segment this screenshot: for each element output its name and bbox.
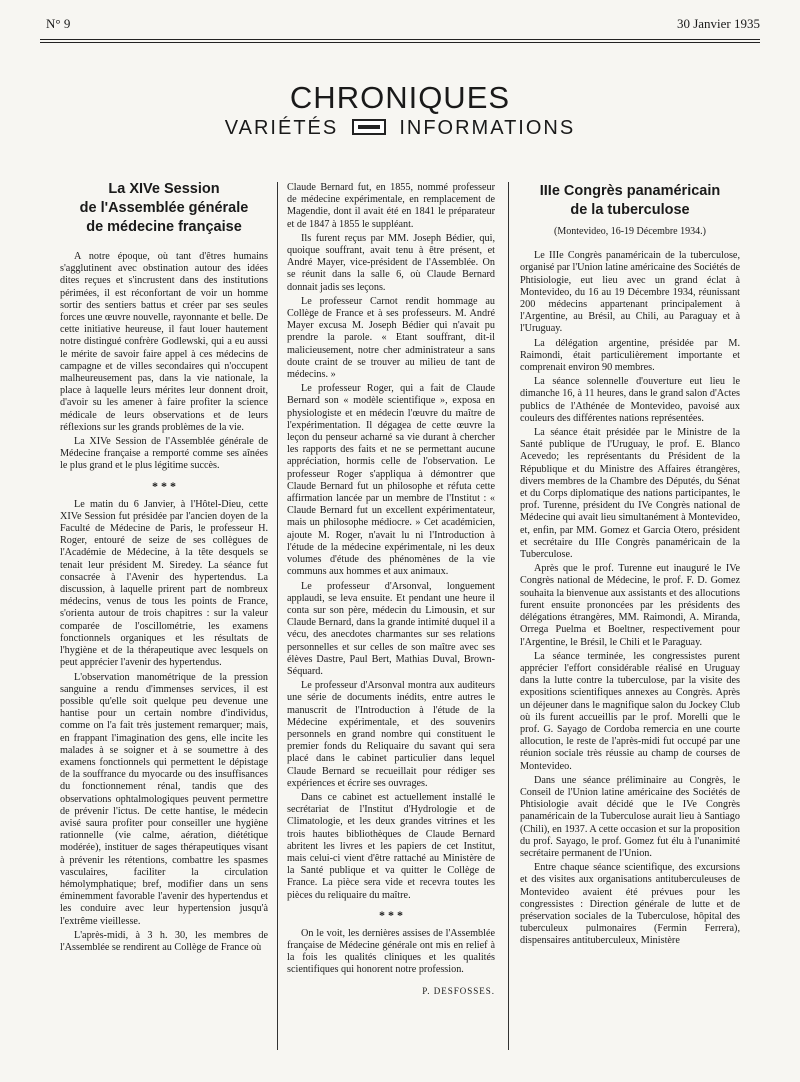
- article2-title: IIIe Congrès panaméricain de la tuberculose: [539, 183, 721, 218]
- paragraph: Claude Bernard fut, en 1855, nommé professeur de médecine expérimentale, en remplacement de Magendie, dont il avait été en 1841 le préparateur et de 1847 à 1855 le suppléant.: [287, 182, 495, 230]
- section-subtitle: [0, 117, 800, 140]
- paragraph: La XIVe Session de l'Assemblée générale de Médecine française a remporté comme ses aînées le plus grand et le plus légitime succès.: [60, 436, 268, 472]
- paragraph: La séance solennelle d'ouverture eut lieu le dimanche 16, à 11 heures, dans le grand salon d'Actes publics de l'Athénée de Montevideo, pavoisé aux couleurs des différentes nations représentées.: [520, 376, 740, 424]
- paragraph: La séance était présidée par le Ministre de la Santé publique de l'Uruguay, le prof. E. Blanco Acevedo; les représentants du Président de la République et du Ministre des Affaires étrangères, divers membres de la Chambre des Députés, du Sénat et du Corps diplomatique des nations participantes, le prof. Turenne, président du IVe Congrès national de Médecine qui avait lieu simultanément à Montevideo, et, enfin, par MM. Gomez et Garcia Otero, président et secrétaire du IIIe Congrès panaméricain de la Tuberculose.: [520, 427, 740, 561]
- paragraph: Entre chaque séance scientifique, des excursions et des visites aux organisations antituberculeuses de Montevideo avaient été prévues pour les congressistes : Direction générale de lutte et de préservation sociales de la Tuberculose, hôpital des tuberculeux pulmonaires (Fermin Ferrera), dispensaires antituberculeux, Ministère: [520, 862, 740, 947]
- paragraph: Le matin du 6 Janvier, à l'Hôtel-Dieu, cette XIVe Session fut présidée par l'ancien doyen de la Faculté de Médecine de Paris, le professeur H. Roger, entouré de seize de ses collègues de l'Académie de Médecine, à la tête desquels se tenait leur président M. Siredey. La séance fut consacrée à l'Avenir des hypertendus. La discussion, à laquelle prirent part de nombreux médecins, venus de tous les points de France, s'orienta autour de trois chapitres : sur la valeur comparée de l'oscillométrie, les examens fonctionnels organiques et les résultats de l'hygiène et de la thérapeutique avec lesquels on peut apprécier l'avenir des hypertendus.: [60, 498, 268, 669]
- paragraph: Le professeur Roger, qui a fait de Claude Bernard son « modèle scientifique », exposa en physiologiste et en médecin l'œuvre du maître de l'expérimentation. Il dégagea de cette œuvre la leçon du penseur acharné sa vie durant à chercher les rapports des faits et ne se permettant aucune appréciation, hormis celle de l'observation. Le professeur Roger s'appliqua à démontrer que Claude Bernard fut un philosophe et réfuta cette affirmation lancée par un membre de l'Institut : « Claude Bernard fut un excellent expérimentateur, mais un philosophe médiocre. » Cet académicien, ajoute M. Roger, n'avait lu ni l'Introduction à l'étude de la médecine expérimentale, ni les deux volumes d'étude des phénomènes de la vie communs aux hommes et aux animaux.: [287, 383, 495, 578]
- ornament-icon: [352, 119, 386, 135]
- column-1: [60, 180, 268, 956]
- column-divider-2: [508, 182, 509, 1050]
- paragraph: La séance terminée, les congressistes purent apprécier l'effort considérable réalisé en Uruguay dans la lutte contre la tuberculose, par la visite des expositions scientifiques annexes au Congrès. Après un déjeuner dans le magnifique salon du Jockey Club où ils furent accueillis par le prof. Morelli que le prof. G. Sayago de Cordoba remercia en une courte allocution, le reste de l'après-midi fut occupé par une réunion sociale très réussie au champ de courses de Montevideo.: [520, 650, 740, 772]
- issue-number: N° 9: [46, 16, 71, 31]
- paragraph: A notre époque, où tant d'êtres humains s'agglutinent avec obstination autour des idées dites reçues et s'incrustent dans des institutions périmées, il est réconfortant de voir un homme sortir des sentiers battus et créer par ses seules forces une œuvre nouvelle, rayonnante et belle. De cette initiative heureuse, il faut louer hautement notre distingué confrère Godlewski, qui a eu aussi le mérite de savoir faire appel à ces médecins de campagne et de villes secondaires qui n'occupent malheureusement pas, dans la vie nationale, la place à laquelle leurs mérites leur donnent droit, d'avoir su les amener à faire profiter la science médicale de leurs observations et de leurs réflexions sur les grands problèmes de la vie.: [60, 251, 268, 433]
- paragraph: Ils furent reçus par MM. Joseph Bédier, qui, quoique souffrant, avait tenu à être présent, et André Mayer, vice-président de l'Assemblée. On se réunit dans la salle 6, où Claude Bernard donnait jadis ses leçons.: [287, 232, 495, 293]
- paragraph: Le professeur Carnot rendit hommage au Collège de France et à ses professeurs. M. André Mayer excusa M. Joseph Bédier qui n'avait pu prendre la parole. « Etant souffrant, dit-il malicieusement, notre cher administrateur a sans doute craint de se trouver au milieu de tant de médecins. »: [287, 295, 495, 381]
- subtitle-left: VARIÉTÉS: [224, 117, 339, 139]
- paragraph: Après que le prof. Turenne eut inauguré le IVe Congrès national de Médecine, le prof. F. D. Gomez souhaita la bienvenue aux assistants et des allocutions furent ensuite prononcées par les présidents des délégations étrangères, MM. Raimondi, A. Miranda, Orrega Puelma et Boeltner, respectivement pour l'Argentine, le Brésil, le Chili et le Paraguay.: [520, 563, 740, 648]
- paragraph: Dans une séance préliminaire au Congrès, le Conseil de l'Union latine américaine des Sociétés de Phtisiologie avait décidé que le IVe Congrès panaméricain de la Tuberculose aurait lieu à Santiago (Chili), en 1937. A cette occasion et sur la proposition du prof. Sayago, le prof. Gomez fut élu à l'unanimité secrétaire permanent de l'Union.: [520, 774, 740, 859]
- paragraph: L'observation manométrique de la pression sanguine a rendu d'immenses services, il est possible qu'elle soit quelque peu devenue une hantise pour un certain nombre d'individus, comme on l'a fait très justement remarquer; mais, en frappant l'imagination des gens, elle incite les malades à se soigner et à se soumettre à des examens fonctionnels qui permettent le dépistage de la souffrance du myocarde ou des insuffisances du fonctionnement rénal, tandis que des observations ophtalmologiques peuvent permettre de prévenir l'ictus. De cette hantise, le médecin avisé saura profiter pour conseiller une hygiène rationnelle (vie calme, aération, diététique modérée), instituer de sages thérapeutiques visant à prévenir les rétentions, combattre les spasmes vasculaires, faciliter la circulation hémolymphatique; bref, modifier dans un sens éminemment favorable l'avenir des hypertendus et les conduire avec leur hypertension jusqu'à l'extrême vieillesse.: [60, 671, 268, 927]
- article1-title: La XIVe Session de l'Assemblée générale de médecine française: [79, 181, 249, 235]
- section-stars: * * *: [379, 907, 403, 922]
- paragraph: Dans ce cabinet est actuellement installé le secrétariat de l'Institut d'Hydrologie et de Climatologie, et les deux grandes vitrines et les trois hautes bibliothèques de Claude Bernard abritent les livres et les papiers de cet Institut, mais celui-ci vient d'être rattaché au Ministère de la Santé publique et va quitter le Collège de France. La pièce sera vide et recevra toutes les pièces du reliquaire du maître.: [287, 791, 495, 901]
- paragraph: L'après-midi, à 3 h. 30, les membres de l'Assemblée se rendirent au Collège de France où: [60, 929, 268, 953]
- paragraph: La délégation argentine, présidée par M. Raimondi, était particulièrement importante et comprenait environ 90 membres.: [520, 337, 740, 374]
- column-3: [520, 182, 740, 950]
- signature: P. DESFOSSES.: [422, 985, 495, 996]
- paragraph: Le professeur d'Arsonval, longuement applaudi, se leva ensuite. Et pendant une heure il conta sur son père, médecin du Limousin, et sur Claude Bernard, dans la grande intimité duquel il a vécu, des anecdotes charmantes sur ses relations personnelles et sur celles de son maître avec ses élèves Dastre, Paul Bert, Mathias Duval, Brown-Séquard.: [287, 580, 495, 677]
- article2-subtitle: (Montevideo, 16-19 Décembre 1934.): [554, 226, 706, 237]
- paragraph: Le IIIe Congrès panaméricain de la tuberculose, organisé par l'Union latine américaine des Sociétés de Phtisiologie, eut lieu avec un grand éclat à Montevideo, du 16 au 19 Décembre 1934, réunissant 200 médecins appartenant principalement à l'Argentine, au Brésil, au Chili, au Paraguay et à l'Uruguay.: [520, 250, 740, 335]
- column-divider-1: [277, 182, 278, 1050]
- section-stars: * * *: [152, 478, 176, 493]
- header-rule-thin: [40, 42, 760, 43]
- header-rule: [40, 39, 760, 40]
- subtitle-right: INFORMATIONS: [399, 117, 576, 139]
- column-2: [287, 182, 495, 997]
- issue-date: 30 Janvier 1935: [676, 16, 760, 31]
- paragraph: Le professeur d'Arsonval montra aux auditeurs une série de documents inédits, entre autres le manuscrit de l'Introduction à l'étude de la Médecine expérimentale, et des souvenirs personnels en grand nombre qui constituent le premier fonds du Reliquaire du savant qui sera placé dans le cabinet particulier dans lequel Claude Bernard se recueillait pour rédiger ses expériences et écrire ses ouvrages.: [287, 680, 495, 789]
- section-title: CHRONIQUES: [289, 80, 511, 115]
- paragraph: On le voit, les dernières assises de l'Assemblée française de Médecine générale ont mis en relief à la fois les qualités cliniques et les qualités scientifiques qui honorent notre profession.: [287, 927, 495, 976]
